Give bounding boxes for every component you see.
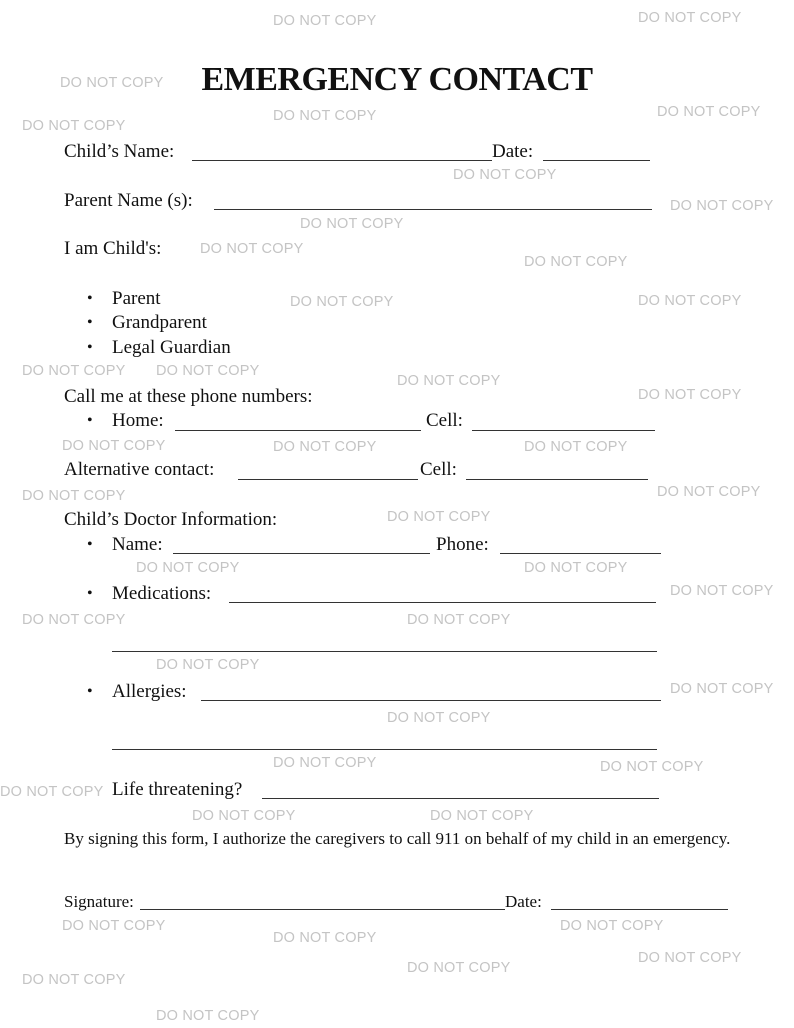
alt-cell-field[interactable] [466,479,648,480]
relation-option-parent: Parent [112,288,161,309]
watermark: DO NOT COPY [22,972,126,988]
watermark: DO NOT COPY [22,363,126,379]
watermark: DO NOT COPY [638,950,742,966]
bullet: • [87,314,93,331]
parent-names-field[interactable] [214,209,652,210]
watermark: DO NOT COPY [560,918,664,934]
doctor-phone-label: Phone: [436,534,489,555]
allergies-field-line-2[interactable] [112,749,657,750]
watermark: DO NOT COPY [524,560,628,576]
watermark: DO NOT COPY [22,118,126,134]
watermark: DO NOT COPY [0,784,104,800]
watermark: DO NOT COPY [430,808,534,824]
medications-field-line-2[interactable] [112,651,657,652]
watermark: DO NOT COPY [657,484,761,500]
signature-date-field[interactable] [551,909,728,910]
life-threatening-field[interactable] [262,798,659,799]
watermark: DO NOT COPY [273,439,377,455]
watermark: DO NOT COPY [397,373,501,389]
watermark: DO NOT COPY [387,509,491,525]
watermark: DO NOT COPY [638,293,742,309]
watermark: DO NOT COPY [22,488,126,504]
watermark: DO NOT COPY [192,808,296,824]
alt-cell-label: Cell: [420,459,457,480]
bullet: • [87,412,93,429]
watermark: DO NOT COPY [387,710,491,726]
home-phone-field[interactable] [175,430,421,431]
allergies-label: Allergies: [112,681,187,702]
signature-date-label: Date: [505,892,542,911]
watermark: DO NOT COPY [22,612,126,628]
childs-name-label: Child’s Name: [64,141,175,162]
watermark: DO NOT COPY [273,13,377,29]
bullet: • [87,290,93,307]
watermark: DO NOT COPY [670,681,774,697]
watermark: DO NOT COPY [657,104,761,120]
doctor-phone-field[interactable] [500,553,661,554]
date-label: Date: [492,141,534,162]
page-title: EMERGENCY CONTACT [201,61,593,98]
watermark: DO NOT COPY [407,960,511,976]
watermark: DO NOT COPY [600,759,704,775]
relationship-label: I am Child's: [64,238,162,259]
watermark: DO NOT COPY [407,612,511,628]
watermark: DO NOT COPY [62,918,166,934]
home-label: Home: [112,410,164,431]
doctor-name-field[interactable] [173,553,430,554]
watermark: DO NOT COPY [156,363,260,379]
watermark: DO NOT COPY [524,254,628,270]
medications-label: Medications: [112,583,212,604]
watermark: DO NOT COPY [156,1008,260,1024]
watermark: DO NOT COPY [290,294,394,310]
life-threatening-label: Life threatening? [112,779,243,800]
date-field[interactable] [543,160,650,161]
signature-label: Signature: [64,892,134,911]
watermark: DO NOT COPY [136,560,240,576]
cell-phone-field[interactable] [472,430,655,431]
authorization-text: By signing this form, I authorize the caregivers to call 911 on behalf of my child in an emergency. [64,829,731,848]
watermark: DO NOT COPY [62,438,166,454]
watermark: DO NOT COPY [273,108,377,124]
doctor-name-label: Name: [112,534,163,555]
watermark: DO NOT COPY [60,75,164,91]
watermark: DO NOT COPY [300,216,404,232]
watermark: DO NOT COPY [273,755,377,771]
bullet: • [87,585,93,602]
watermark: DO NOT COPY [670,583,774,599]
phone-numbers-label: Call me at these phone numbers: [64,386,313,407]
watermark: DO NOT COPY [638,387,742,403]
allergies-field[interactable] [201,700,661,701]
parent-names-label: Parent Name (s): [64,190,193,211]
relation-option-legal-guardian: Legal Guardian [112,337,231,358]
relation-option-grandparent: Grandparent [112,312,207,333]
watermark: DO NOT COPY [273,930,377,946]
bullet: • [87,339,93,356]
watermark: DO NOT COPY [200,241,304,257]
signature-field[interactable] [140,909,505,910]
bullet: • [87,536,93,553]
medications-field[interactable] [229,602,656,603]
doctor-info-label: Child’s Doctor Information: [64,509,278,530]
bullet: • [87,683,93,700]
alt-contact-label: Alternative contact: [64,459,215,480]
alt-contact-field[interactable] [238,479,418,480]
childs-name-field[interactable] [192,160,492,161]
cell-label: Cell: [426,410,463,431]
watermark: DO NOT COPY [670,198,774,214]
watermark: DO NOT COPY [453,167,557,183]
watermark: DO NOT COPY [638,10,742,26]
watermark: DO NOT COPY [156,657,260,673]
watermark: DO NOT COPY [524,439,628,455]
